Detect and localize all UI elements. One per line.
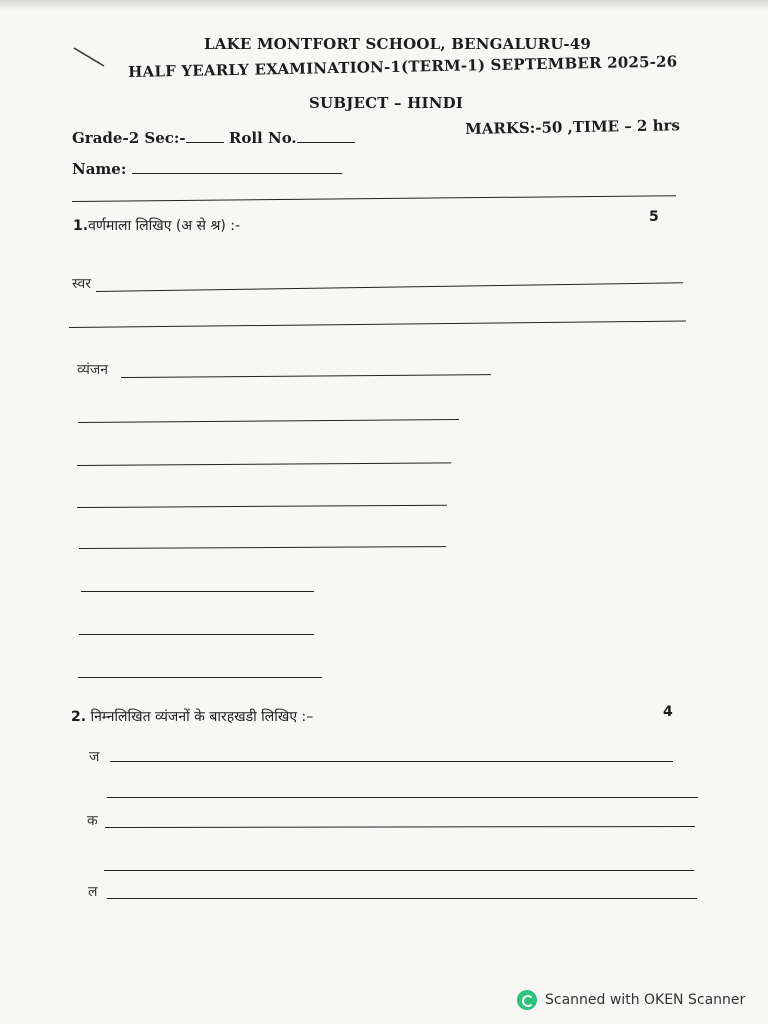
swar-answer-line-2[interactable] (69, 321, 686, 328)
oken-scanner-logo-icon (517, 990, 537, 1010)
swar-answer-line-1[interactable] (96, 282, 683, 292)
sec-blank[interactable] (186, 128, 224, 143)
question-2 (71, 707, 313, 726)
ja-answer-line-1[interactable] (110, 761, 673, 762)
subject-title: SUBJECT – HINDI (309, 94, 464, 112)
question-1 (73, 216, 240, 235)
vyanjan-label: व्यंजन (77, 362, 109, 378)
name-row (72, 159, 342, 178)
vyanjan-answer-line-7[interactable] (79, 634, 314, 635)
vyanjan-answer-line-3[interactable] (77, 462, 451, 466)
header-separator (72, 195, 676, 202)
question-2-number: 2. (71, 709, 87, 725)
vyanjan-answer-line-4[interactable] (77, 505, 447, 508)
question-1-text: वर्णमाला लिखिए (अ से श्र) :- (88, 218, 241, 234)
grade-label (72, 128, 355, 147)
school-name: LAKE MONTFORT SCHOOL, BENGALURU-49 (204, 35, 592, 53)
swar-label: स्वर (72, 276, 91, 292)
page-top-shadow (0, 0, 768, 10)
name-blank[interactable] (132, 159, 342, 174)
question-2-marks: 4 (663, 704, 673, 720)
roll-label: Roll No. (228, 129, 297, 147)
roll-number-blank[interactable] (297, 128, 355, 143)
pen-mark-icon (70, 44, 110, 70)
question-2-text: निम्नलिखित व्यंजनों के बारहखडी लिखिए :– (90, 709, 314, 725)
letter-ja: ज (89, 749, 100, 765)
exam-title: HALF YEARLY EXAMINATION-1(TERM-1) SEPTEMBER 2025-26 (128, 52, 678, 81)
letter-ka: क (87, 813, 98, 829)
vyanjan-answer-line-6[interactable] (81, 591, 314, 592)
ka-answer-line-1[interactable] (105, 826, 695, 828)
vyanjan-answer-line-5[interactable] (79, 546, 446, 549)
sec-label: Sec:- (144, 129, 186, 147)
la-answer-line-1[interactable] (107, 898, 697, 899)
ka-answer-line-2[interactable] (104, 870, 694, 871)
question-1-number: 1. (73, 218, 89, 234)
question-1-marks: 5 (649, 209, 659, 225)
grade-text: Grade-2 (72, 129, 140, 147)
letter-la: ल (88, 884, 98, 900)
scanner-text: Scanned with OKEN Scanner (545, 992, 746, 1008)
name-label: Name: (72, 160, 127, 178)
vyanjan-answer-line-8[interactable] (78, 677, 322, 678)
vyanjan-answer-line-1[interactable] (121, 374, 491, 378)
vyanjan-answer-line-2[interactable] (78, 419, 459, 423)
ja-answer-line-2[interactable] (107, 797, 698, 798)
marks-time: MARKS:-50 ,TIME – 2 hrs (465, 116, 681, 138)
scanner-watermark (517, 990, 745, 1010)
